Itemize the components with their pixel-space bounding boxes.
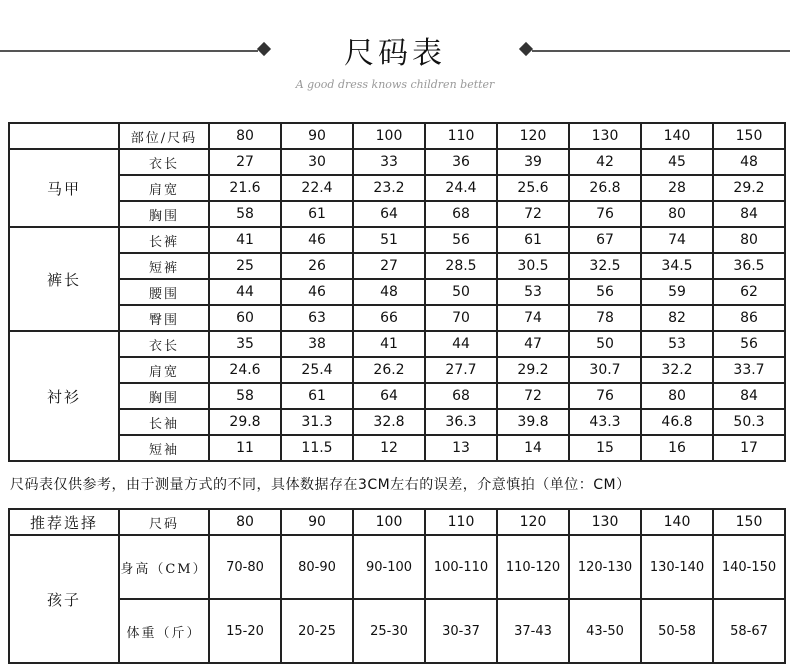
table-row	[9, 201, 785, 227]
recommend-value: 120-130	[569, 535, 641, 599]
recommend-value: 70-80	[209, 535, 281, 599]
measurement-value: 78	[569, 305, 641, 331]
measurement-value: 13	[425, 435, 497, 461]
measurement-value: 45	[641, 149, 713, 175]
measurement-value: 25	[209, 253, 281, 279]
page-header	[0, 0, 790, 110]
table-row	[9, 383, 785, 409]
size-header-cell: 100	[353, 123, 425, 149]
measurement-value: 59	[641, 279, 713, 305]
measurement-value: 47	[497, 331, 569, 357]
size-header-cell: 80	[209, 509, 281, 535]
table-row	[9, 435, 785, 461]
measurement-value: 25.6	[497, 175, 569, 201]
measurement-value: 72	[497, 383, 569, 409]
measurement-label: 长袖	[119, 409, 209, 435]
measurement-value: 43.3	[569, 409, 641, 435]
table-row	[9, 599, 785, 663]
measurement-value: 53	[641, 331, 713, 357]
table-row	[9, 535, 785, 599]
recommend-value: 140-150	[713, 535, 785, 599]
table-row	[9, 409, 785, 435]
recommend-value: 25-30	[353, 599, 425, 663]
measurement-value: 64	[353, 383, 425, 409]
measurement-label: 衣长	[119, 331, 209, 357]
size-header-cell: 80	[209, 123, 281, 149]
measurement-value: 84	[713, 383, 785, 409]
measurement-value: 46	[281, 227, 353, 253]
header-rule-right	[532, 50, 790, 52]
measurement-value: 50.3	[713, 409, 785, 435]
measurement-value: 32.2	[641, 357, 713, 383]
measurement-value: 48	[353, 279, 425, 305]
page-subtitle: A good dress knows children better	[295, 78, 495, 91]
measurement-value: 28	[641, 175, 713, 201]
garment-category: 马甲	[9, 149, 119, 227]
measurement-value: 46	[281, 279, 353, 305]
recommend-value: 30-37	[425, 599, 497, 663]
recommend-value: 58-67	[713, 599, 785, 663]
size-header-cell: 110	[425, 509, 497, 535]
measurement-value: 58	[209, 201, 281, 227]
measurement-value: 44	[209, 279, 281, 305]
measurement-value: 48	[713, 149, 785, 175]
measurement-value: 11.5	[281, 435, 353, 461]
measurement-value: 32.5	[569, 253, 641, 279]
measurement-value: 27	[353, 253, 425, 279]
recommend-value: 80-90	[281, 535, 353, 599]
size-header-cell: 150	[713, 509, 785, 535]
garment-category: 衬衫	[9, 331, 119, 461]
recommend-value: 20-25	[281, 599, 353, 663]
measurement-label: 腰围	[119, 279, 209, 305]
measurement-value: 34.5	[641, 253, 713, 279]
measurement-value: 27.7	[425, 357, 497, 383]
measurement-value: 61	[281, 383, 353, 409]
table-row	[9, 175, 785, 201]
measurement-value: 31.3	[281, 409, 353, 435]
table-row	[9, 227, 785, 253]
measurement-value: 36.5	[713, 253, 785, 279]
measurement-value: 50	[425, 279, 497, 305]
measurement-value: 30.7	[569, 357, 641, 383]
measurement-value: 15	[569, 435, 641, 461]
measurement-value: 62	[713, 279, 785, 305]
measurement-value: 23.2	[353, 175, 425, 201]
measurement-value: 70	[425, 305, 497, 331]
measurement-value: 26.2	[353, 357, 425, 383]
measurement-value: 44	[425, 331, 497, 357]
child-category: 孩子	[9, 535, 119, 663]
table-row	[9, 331, 785, 357]
measurement-value: 35	[209, 331, 281, 357]
measurement-value: 29.2	[713, 175, 785, 201]
measurement-value: 42	[569, 149, 641, 175]
recommend-value: 110-120	[497, 535, 569, 599]
measurement-value: 86	[713, 305, 785, 331]
table-row	[9, 305, 785, 331]
recommend-value: 50-58	[641, 599, 713, 663]
measurement-value: 32.8	[353, 409, 425, 435]
measurement-value: 39.8	[497, 409, 569, 435]
table-row	[9, 253, 785, 279]
size-header-cell: 130	[569, 509, 641, 535]
measurement-value: 66	[353, 305, 425, 331]
table-row	[9, 279, 785, 305]
measurement-label: 短裤	[119, 253, 209, 279]
measurement-value: 22.4	[281, 175, 353, 201]
table-row	[9, 149, 785, 175]
recommend-corner: 推荐选择	[9, 509, 119, 535]
size-header-cell: 100	[353, 509, 425, 535]
measurement-value: 41	[353, 331, 425, 357]
measurement-value: 68	[425, 201, 497, 227]
measurement-value: 29.8	[209, 409, 281, 435]
size-label-cell: 尺码	[119, 509, 209, 535]
measurement-value: 33.7	[713, 357, 785, 383]
blank-corner-cell	[9, 123, 119, 149]
measurement-value: 25.4	[281, 357, 353, 383]
measurement-value: 61	[497, 227, 569, 253]
measurement-value: 41	[209, 227, 281, 253]
measurement-value: 56	[569, 279, 641, 305]
recommend-value: 90-100	[353, 535, 425, 599]
measurement-value: 56	[425, 227, 497, 253]
measurement-value: 29.2	[497, 357, 569, 383]
measurement-value: 26.8	[569, 175, 641, 201]
measurement-value: 11	[209, 435, 281, 461]
measurement-value: 14	[497, 435, 569, 461]
measurement-value: 60	[209, 305, 281, 331]
measurement-label: 长裤	[119, 227, 209, 253]
size-header-row	[9, 123, 785, 149]
size-header-cell: 90	[281, 509, 353, 535]
measurement-value: 24.6	[209, 357, 281, 383]
recommend-value: 37-43	[497, 599, 569, 663]
recommendation-table	[8, 508, 786, 664]
measurement-value: 74	[497, 305, 569, 331]
size-header-cell: 110	[425, 123, 497, 149]
size-header-cell: 120	[497, 123, 569, 149]
measurement-value: 26	[281, 253, 353, 279]
measurement-note: 尺码表仅供参考，由于测量方式的不同，具体数据存在3CM左右的误差，介意慎拍（单位：CM）	[10, 477, 631, 493]
measurement-value: 12	[353, 435, 425, 461]
part-size-header: 部位/尺码	[119, 123, 209, 149]
measurement-value: 56	[713, 331, 785, 357]
measurement-value: 24.4	[425, 175, 497, 201]
page-title: 尺码表	[344, 36, 446, 71]
measurement-value: 21.6	[209, 175, 281, 201]
measurement-value: 33	[353, 149, 425, 175]
recommend-label: 身高（CM）	[119, 535, 209, 599]
measurement-value: 51	[353, 227, 425, 253]
size-header-cell: 130	[569, 123, 641, 149]
measurement-label: 臀围	[119, 305, 209, 331]
measurement-value: 84	[713, 201, 785, 227]
measurement-value: 68	[425, 383, 497, 409]
measurement-value: 28.5	[425, 253, 497, 279]
measurement-value: 63	[281, 305, 353, 331]
recommend-value: 43-50	[569, 599, 641, 663]
recommend-value: 15-20	[209, 599, 281, 663]
measurement-label: 衣长	[119, 149, 209, 175]
measurement-value: 76	[569, 383, 641, 409]
measurement-label: 胸围	[119, 383, 209, 409]
measurement-label: 肩宽	[119, 175, 209, 201]
recommend-header-row	[9, 509, 785, 535]
measurement-value: 76	[569, 201, 641, 227]
recommend-value: 130-140	[641, 535, 713, 599]
size-header-cell: 90	[281, 123, 353, 149]
measurement-value: 30.5	[497, 253, 569, 279]
measurement-value: 36	[425, 149, 497, 175]
size-header-cell: 150	[713, 123, 785, 149]
measurement-value: 58	[209, 383, 281, 409]
measurement-value: 16	[641, 435, 713, 461]
recommend-value: 100-110	[425, 535, 497, 599]
size-header-cell: 140	[641, 123, 713, 149]
measurement-value: 72	[497, 201, 569, 227]
measurement-value: 39	[497, 149, 569, 175]
recommend-label: 体重（斤）	[119, 599, 209, 663]
measurement-value: 17	[713, 435, 785, 461]
measurement-value: 50	[569, 331, 641, 357]
measurement-value: 61	[281, 201, 353, 227]
measurement-value: 53	[497, 279, 569, 305]
size-header-cell: 120	[497, 509, 569, 535]
size-header-cell: 140	[641, 509, 713, 535]
measurement-value: 80	[713, 227, 785, 253]
measurement-value: 36.3	[425, 409, 497, 435]
size-chart-table	[8, 122, 786, 462]
measurement-value: 82	[641, 305, 713, 331]
measurement-label: 短袖	[119, 435, 209, 461]
measurement-value: 30	[281, 149, 353, 175]
measurement-value: 67	[569, 227, 641, 253]
measurement-value: 27	[209, 149, 281, 175]
table-row	[9, 357, 785, 383]
measurement-label: 肩宽	[119, 357, 209, 383]
measurement-value: 74	[641, 227, 713, 253]
garment-category: 裤长	[9, 227, 119, 331]
measurement-value: 80	[641, 383, 713, 409]
measurement-value: 46.8	[641, 409, 713, 435]
measurement-value: 80	[641, 201, 713, 227]
measurement-value: 64	[353, 201, 425, 227]
measurement-value: 38	[281, 331, 353, 357]
measurement-label: 胸围	[119, 201, 209, 227]
